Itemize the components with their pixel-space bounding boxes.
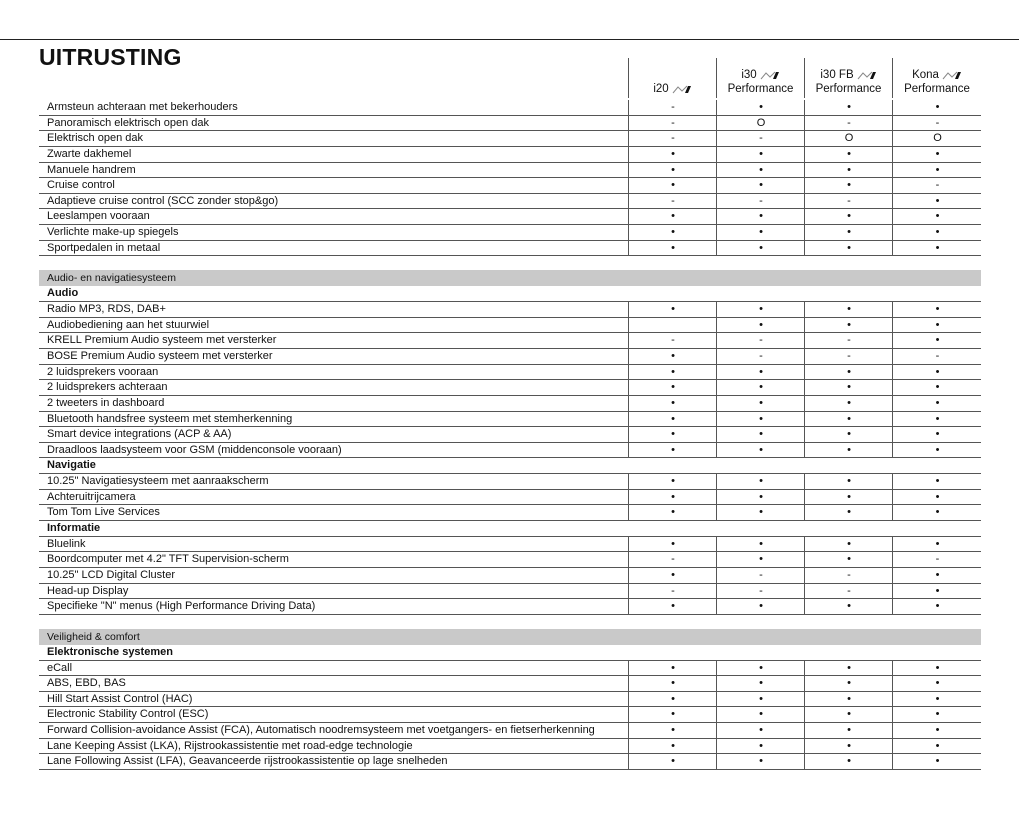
- availability-cell: •: [628, 754, 717, 769]
- feature-label: Specifieke "N" menus (High Performance Driving Data): [47, 600, 316, 613]
- availability-cell: O: [716, 116, 805, 131]
- table-row: [39, 599, 981, 615]
- availability-cell: -: [804, 116, 893, 131]
- availability-cell: •: [628, 178, 717, 193]
- availability-cell: •: [804, 723, 893, 738]
- availability-cell: •: [716, 178, 805, 193]
- table-row: [39, 241, 981, 257]
- subheading-row: [39, 645, 981, 661]
- feature-label: ABS, EBD, BAS: [47, 677, 126, 690]
- availability-cell: -: [892, 349, 982, 364]
- availability-cell: •: [804, 163, 893, 178]
- availability-cell: •: [804, 412, 893, 427]
- availability-cell: -: [804, 333, 893, 348]
- table-row: [39, 380, 981, 396]
- feature-label: Tom Tom Live Services: [47, 506, 160, 519]
- availability-cell: •: [892, 474, 982, 489]
- subheading-row: [39, 521, 981, 537]
- table-row: [39, 584, 981, 600]
- availability-cell: •: [804, 147, 893, 162]
- availability-cell: •: [804, 100, 893, 115]
- availability-cell: •: [892, 754, 982, 769]
- table-row: [39, 676, 981, 692]
- table-row: [39, 194, 981, 210]
- feature-label: Leeslampen vooraan: [47, 210, 150, 223]
- availability-cell: •: [716, 241, 805, 256]
- availability-cell: •: [716, 676, 805, 691]
- column-header: [39, 58, 981, 98]
- feature-label: Zwarte dakhemel: [47, 147, 132, 160]
- availability-cell: •: [716, 302, 805, 317]
- availability-cell: •: [628, 209, 717, 224]
- availability-cell: •: [716, 661, 805, 676]
- availability-cell: •: [628, 225, 717, 240]
- availability-cell: •: [628, 490, 717, 505]
- column-i30: [716, 58, 804, 98]
- availability-cell: •: [716, 380, 805, 395]
- availability-cell: •: [716, 365, 805, 380]
- availability-cell: •: [716, 505, 805, 520]
- availability-cell: •: [628, 349, 717, 364]
- availability-cell: •: [892, 302, 982, 317]
- availability-cell: •: [892, 661, 982, 676]
- availability-cell: •: [892, 209, 982, 224]
- availability-cell: •: [892, 599, 982, 614]
- availability-cell: •: [628, 474, 717, 489]
- page-title: UITRUSTING: [39, 44, 182, 70]
- feature-label: Forward Collision-avoidance Assist (FCA), Automatisch noodremsysteem met voetgangers- en fietserherkenning: [47, 724, 595, 737]
- availability-cell: •: [804, 537, 893, 552]
- table-row: [39, 225, 981, 241]
- table-row: [39, 163, 981, 179]
- availability-cell: •: [892, 380, 982, 395]
- n-logo-icon: [942, 71, 962, 80]
- table-row: [39, 147, 981, 163]
- column-i20: [628, 58, 716, 98]
- availability-cell: •: [892, 100, 982, 115]
- availability-cell: •: [892, 584, 982, 599]
- availability-cell: •: [892, 427, 982, 442]
- feature-label: Smart device integrations (ACP & AA): [47, 428, 232, 441]
- table-row: [39, 333, 981, 349]
- availability-cell: •: [892, 443, 982, 458]
- table-row: [39, 568, 981, 584]
- subheading-row: [39, 286, 981, 302]
- availability-cell: •: [628, 661, 717, 676]
- availability-cell: •: [716, 474, 805, 489]
- availability-cell: -: [628, 194, 717, 209]
- table-row: [39, 552, 981, 568]
- availability-cell: •: [892, 692, 982, 707]
- feature-label: Lane Following Assist (LFA), Geavanceerde rijstrookassistentie op lage snelheden: [47, 755, 448, 768]
- feature-label: Electronic Stability Control (ESC): [47, 708, 209, 721]
- availability-cell: •: [804, 178, 893, 193]
- availability-cell: -: [892, 116, 982, 131]
- availability-cell: •: [892, 537, 982, 552]
- subheading-label: Audio: [47, 287, 79, 300]
- availability-cell: •: [628, 692, 717, 707]
- availability-cell: •: [628, 365, 717, 380]
- availability-cell: •: [892, 147, 982, 162]
- availability-cell: •: [628, 599, 717, 614]
- availability-cell: •: [716, 147, 805, 162]
- feature-label: Manuele handrem: [47, 163, 136, 176]
- section-header: Veiligheid & comfort: [39, 629, 981, 645]
- feature-label: Radio MP3, RDS, DAB+: [47, 303, 166, 316]
- table-row: [39, 412, 981, 428]
- availability-cell: •: [716, 707, 805, 722]
- availability-cell: •: [804, 505, 893, 520]
- equipment-table: [39, 100, 981, 770]
- availability-cell: •: [804, 490, 893, 505]
- availability-cell: •: [628, 427, 717, 442]
- feature-label: Boordcomputer met 4.2" TFT Supervision-scherm: [47, 553, 289, 566]
- availability-cell: •: [716, 599, 805, 614]
- column-sub: Performance: [904, 83, 970, 95]
- feature-label: 2 tweeters in dashboard: [47, 396, 165, 409]
- availability-cell: -: [716, 349, 805, 364]
- availability-cell: •: [804, 707, 893, 722]
- table-row: [39, 365, 981, 381]
- table-row: [39, 661, 981, 677]
- availability-cell: •: [716, 100, 805, 115]
- feature-label: 2 luidsprekers vooraan: [47, 365, 159, 378]
- top-rule: [0, 39, 1019, 40]
- column-kona: [892, 58, 981, 98]
- availability-cell: •: [716, 443, 805, 458]
- feature-label: Panoramisch elektrisch open dak: [47, 116, 210, 129]
- availability-cell: •: [892, 676, 982, 691]
- table-row: [39, 302, 981, 318]
- availability-cell: •: [628, 302, 717, 317]
- availability-cell: •: [892, 333, 982, 348]
- availability-cell: •: [628, 380, 717, 395]
- feature-label: Head-up Display: [47, 584, 129, 597]
- table-row: [39, 490, 981, 506]
- availability-cell: •: [804, 241, 893, 256]
- availability-cell: -: [716, 333, 805, 348]
- availability-cell: •: [804, 225, 893, 240]
- availability-cell: -: [628, 584, 717, 599]
- column-i30-fb: [804, 58, 892, 98]
- table-row: [39, 116, 981, 132]
- column-model: i30 FB: [820, 69, 854, 81]
- availability-cell: •: [628, 396, 717, 411]
- availability-cell: •: [716, 427, 805, 442]
- availability-cell: •: [628, 163, 717, 178]
- availability-cell: -: [716, 568, 805, 583]
- n-logo-icon: [857, 71, 877, 80]
- availability-cell: O: [892, 131, 982, 146]
- feature-label: Bluelink: [47, 537, 86, 550]
- availability-cell: [628, 318, 717, 333]
- availability-cell: •: [804, 754, 893, 769]
- availability-cell: •: [804, 318, 893, 333]
- table-row: [39, 443, 981, 459]
- availability-cell: •: [716, 552, 805, 567]
- availability-cell: •: [892, 505, 982, 520]
- availability-cell: •: [628, 723, 717, 738]
- column-sub: Performance: [727, 83, 794, 95]
- availability-cell: •: [628, 412, 717, 427]
- availability-cell: •: [628, 707, 717, 722]
- availability-cell: •: [804, 739, 893, 754]
- availability-cell: •: [892, 707, 982, 722]
- availability-cell: -: [716, 131, 805, 146]
- availability-cell: •: [716, 739, 805, 754]
- section-header: Audio- en navigatiesysteem: [39, 270, 981, 286]
- feature-label: 10.25" Navigatiesysteem met aanraakscherm: [47, 475, 269, 488]
- availability-cell: •: [628, 505, 717, 520]
- feature-label: Lane Keeping Assist (LKA), Rijstrookassistentie met road-edge technologie: [47, 739, 413, 752]
- availability-cell: •: [716, 163, 805, 178]
- availability-cell: -: [628, 100, 717, 115]
- availability-cell: •: [716, 225, 805, 240]
- availability-cell: •: [892, 723, 982, 738]
- availability-cell: -: [716, 194, 805, 209]
- availability-cell: •: [716, 396, 805, 411]
- feature-label: Audiobediening aan het stuurwiel: [47, 318, 210, 331]
- availability-cell: •: [628, 676, 717, 691]
- feature-label: Bluetooth handsfree systeem met stemherkenning: [47, 412, 293, 425]
- column-sub: Performance: [815, 83, 882, 95]
- table-row: [39, 474, 981, 490]
- availability-cell: •: [804, 599, 893, 614]
- availability-cell: •: [716, 490, 805, 505]
- table-row: [39, 537, 981, 553]
- section-spacer: [39, 256, 981, 270]
- availability-cell: •: [892, 412, 982, 427]
- subheading-row: [39, 458, 981, 474]
- availability-cell: •: [628, 537, 717, 552]
- feature-label: 2 luidsprekers achteraan: [47, 381, 168, 394]
- feature-label: Sportpedalen in metaal: [47, 241, 161, 254]
- availability-cell: -: [892, 178, 982, 193]
- table-row: [39, 131, 981, 147]
- availability-cell: -: [892, 552, 982, 567]
- availability-cell: -: [804, 194, 893, 209]
- availability-cell: -: [628, 131, 717, 146]
- subheading-label: Elektronische systemen: [47, 645, 173, 658]
- table-row: [39, 100, 981, 116]
- table-row: [39, 692, 981, 708]
- availability-cell: -: [628, 116, 717, 131]
- table-row: [39, 396, 981, 412]
- availability-cell: •: [892, 163, 982, 178]
- feature-label: Hill Start Assist Control (HAC): [47, 692, 193, 705]
- availability-cell: •: [716, 692, 805, 707]
- availability-cell: •: [804, 396, 893, 411]
- n-logo-icon: [760, 71, 780, 80]
- availability-cell: •: [628, 443, 717, 458]
- availability-cell: •: [892, 365, 982, 380]
- availability-cell: •: [628, 568, 717, 583]
- column-model: i30: [741, 69, 757, 81]
- availability-cell: •: [804, 474, 893, 489]
- subheading-label: Informatie: [47, 522, 101, 535]
- feature-label: Draadloos laadsysteem voor GSM (middenconsole vooraan): [47, 443, 342, 456]
- feature-label: KRELL Premium Audio systeem met versterker: [47, 334, 277, 347]
- table-row: [39, 723, 981, 739]
- feature-label: Verlichte make-up spiegels: [47, 226, 179, 239]
- feature-label: Achteruitrijcamera: [47, 490, 136, 503]
- column-model: i20: [653, 83, 669, 95]
- availability-cell: -: [804, 349, 893, 364]
- availability-cell: -: [804, 568, 893, 583]
- availability-cell: •: [628, 147, 717, 162]
- subheading-label: Navigatie: [47, 459, 96, 472]
- availability-cell: •: [804, 209, 893, 224]
- availability-cell: •: [804, 365, 893, 380]
- feature-label: 10.25" LCD Digital Cluster: [47, 568, 176, 581]
- column-model: Kona: [912, 69, 939, 81]
- availability-cell: •: [804, 302, 893, 317]
- table-row: [39, 739, 981, 755]
- table-row: [39, 209, 981, 225]
- table-row: [39, 754, 981, 770]
- table-row: [39, 318, 981, 334]
- availability-cell: •: [716, 723, 805, 738]
- availability-cell: •: [716, 754, 805, 769]
- availability-cell: •: [892, 396, 982, 411]
- availability-cell: -: [804, 584, 893, 599]
- availability-cell: •: [716, 209, 805, 224]
- availability-cell: •: [804, 427, 893, 442]
- availability-cell: -: [716, 584, 805, 599]
- availability-cell: •: [804, 661, 893, 676]
- availability-cell: •: [716, 412, 805, 427]
- feature-label: BOSE Premium Audio systeem met versterker: [47, 349, 273, 362]
- feature-label: Cruise control: [47, 179, 115, 192]
- feature-label: Armsteun achteraan met bekerhouders: [47, 101, 238, 113]
- table-row: [39, 505, 981, 521]
- section-spacer: [39, 615, 981, 629]
- availability-cell: •: [804, 552, 893, 567]
- availability-cell: •: [892, 194, 982, 209]
- availability-cell: •: [892, 490, 982, 505]
- availability-cell: •: [716, 318, 805, 333]
- table-row: [39, 349, 981, 365]
- availability-cell: •: [892, 318, 982, 333]
- availability-cell: -: [628, 333, 717, 348]
- availability-cell: •: [892, 739, 982, 754]
- availability-cell: •: [804, 380, 893, 395]
- availability-cell: •: [716, 537, 805, 552]
- availability-cell: •: [892, 225, 982, 240]
- n-logo-icon: [672, 85, 692, 94]
- table-row: [39, 707, 981, 723]
- availability-cell: •: [892, 568, 982, 583]
- feature-label: eCall: [47, 661, 73, 674]
- availability-cell: •: [804, 443, 893, 458]
- availability-cell: •: [804, 676, 893, 691]
- availability-cell: •: [628, 739, 717, 754]
- availability-cell: •: [892, 241, 982, 256]
- table-row: [39, 178, 981, 194]
- availability-cell: •: [804, 692, 893, 707]
- table-row: [39, 427, 981, 443]
- feature-label: Adaptieve cruise control (SCC zonder stop&go): [47, 194, 279, 207]
- availability-cell: -: [628, 552, 717, 567]
- availability-cell: •: [628, 241, 717, 256]
- feature-label: Elektrisch open dak: [47, 132, 143, 145]
- availability-cell: O: [804, 131, 893, 146]
